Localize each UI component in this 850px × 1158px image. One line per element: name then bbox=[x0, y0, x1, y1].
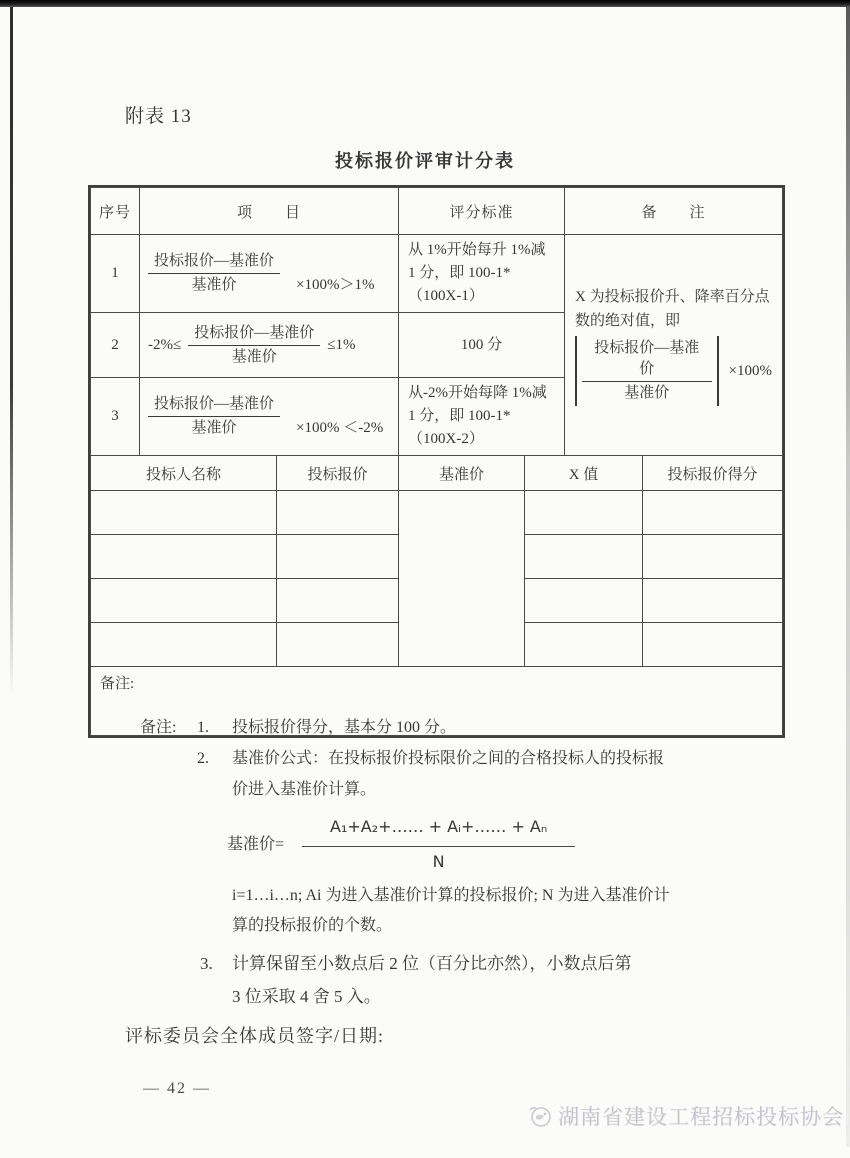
bidder-row bbox=[91, 491, 783, 535]
notes-label: 备注: bbox=[140, 719, 177, 736]
row2-criteria: 100 分 bbox=[399, 313, 565, 378]
header-no: 序号 bbox=[91, 188, 140, 235]
remark-cell bbox=[565, 235, 783, 456]
formula-lhs: 基准价= bbox=[227, 836, 285, 853]
bidder-header-row bbox=[91, 456, 783, 491]
page-number: — 42 — bbox=[143, 1080, 211, 1097]
notes-section bbox=[140, 712, 800, 1013]
bid-score-cell bbox=[643, 579, 783, 623]
table-remark-label: 备注: bbox=[91, 667, 783, 736]
header-bid-price: 投标报价 bbox=[277, 456, 399, 491]
scan-edge-top bbox=[0, 0, 850, 7]
bid-score-cell bbox=[643, 491, 783, 535]
header-bid-score: 投标报价得分 bbox=[643, 456, 783, 491]
bidder-name-cell bbox=[91, 535, 277, 579]
scan-edge-left bbox=[10, 7, 13, 697]
remark-formula: $\frac{\text{投标报价—基准价}}{\text{基准价}}$ ×100% bbox=[575, 336, 772, 406]
header-item: 项 目 bbox=[140, 188, 399, 235]
criteria-row-1 bbox=[91, 235, 783, 313]
remark-intro: X 为投标报价升、降率百分点数的绝对值，即 bbox=[575, 288, 770, 329]
note-2: 2. 基准价公式：在投标报价投标限价之间的合格投标人的投标报 价进入基准价计算。 bbox=[197, 750, 665, 798]
bidder-name-cell bbox=[91, 579, 277, 623]
x-value-cell bbox=[525, 579, 643, 623]
note-1: 备注: 1. 投标报价得分，基本分 100 分。 bbox=[140, 712, 800, 743]
page-title: 投标报价评审计分表 bbox=[335, 151, 515, 171]
fraction: $\frac{\text{投标报价—基准价}}{\text{基准价}}$ bbox=[148, 251, 280, 296]
bidder-name-cell bbox=[91, 623, 277, 667]
row3-item-formula: $\frac{\text{投标报价—基准价}}{\text{基准价}}$ ×100% ＜-2% bbox=[140, 378, 399, 456]
formula-explanation: i=1…i…n; Ai 为进入基准价计算的投标报价; N 为进入基准价计 算的投标报价的个数。 bbox=[232, 887, 670, 934]
bid-price-cell bbox=[277, 579, 399, 623]
header-remark: 备 注 bbox=[565, 188, 783, 235]
fraction: $\frac{\text{投标报价—基准价}}{\text{基准价}}$ bbox=[582, 338, 712, 404]
association-watermark bbox=[524, 1101, 844, 1131]
header-bidder-name: 投标人名称 bbox=[91, 456, 277, 491]
scoring-table bbox=[88, 185, 785, 738]
note-3: 3. 计算保留至小数点后 2 位（百分比亦然），小数点后第 3 位采取 4 舍 5 入。 bbox=[200, 954, 632, 1006]
row2-no: 2 bbox=[91, 313, 140, 378]
header-base-price: 基准价 bbox=[399, 456, 525, 491]
x-value-cell bbox=[525, 623, 643, 667]
attachment-label: 附表 13 bbox=[125, 106, 192, 127]
bidder-table bbox=[90, 455, 783, 736]
x-value-cell bbox=[525, 491, 643, 535]
bid-price-cell bbox=[277, 535, 399, 579]
bid-score-cell bbox=[643, 535, 783, 579]
base-price-formula bbox=[227, 814, 800, 875]
watermark-text: 湖南省建设工程招标投标协会 bbox=[558, 1105, 844, 1129]
row1-no: 1 bbox=[91, 235, 140, 313]
fraction: $\frac{\text{A₁+A₂+…… + Aᵢ+…… + Aₙ}}{N}$ bbox=[302, 814, 575, 875]
fraction: $\frac{\text{投标报价—基准价}}{\text{基准价}}$ bbox=[188, 323, 320, 368]
association-logo-icon bbox=[524, 1101, 554, 1131]
criteria-table bbox=[90, 187, 783, 456]
x-value-cell bbox=[525, 535, 643, 579]
row3-no: 3 bbox=[91, 378, 140, 456]
row1-criteria: 从 1%开始每升 1%减 1 分，即 100-1*（100X-1） bbox=[399, 235, 565, 313]
bid-price-cell bbox=[277, 491, 399, 535]
criteria-header-row bbox=[91, 188, 783, 235]
row3-criteria: 从-2%开始每降 1%减 1 分，即 100-1*（100X-2） bbox=[399, 378, 565, 456]
bid-score-cell bbox=[643, 623, 783, 667]
absolute-value-bars bbox=[575, 336, 719, 406]
row2-item-formula: -2%≤ $\frac{\text{投标报价—基准价}}{\text{基准价}}$ ≤1% bbox=[140, 313, 399, 378]
header-x-value: X 值 bbox=[525, 456, 643, 491]
fraction: $\frac{\text{投标报价—基准价}}{\text{基准价}}$ bbox=[148, 394, 280, 439]
scan-edge-right bbox=[846, 7, 850, 1147]
bidder-name-cell bbox=[91, 491, 277, 535]
base-price-merged-cell bbox=[399, 491, 525, 667]
signature-line: 评标委员会全体成员签字/日期: bbox=[125, 1026, 385, 1046]
row1-item-formula: $\frac{\text{投标报价—基准价}}{\text{基准价}}$ ×100%＞1% bbox=[140, 235, 399, 313]
bid-price-cell bbox=[277, 623, 399, 667]
header-criteria: 评分标准 bbox=[399, 188, 565, 235]
